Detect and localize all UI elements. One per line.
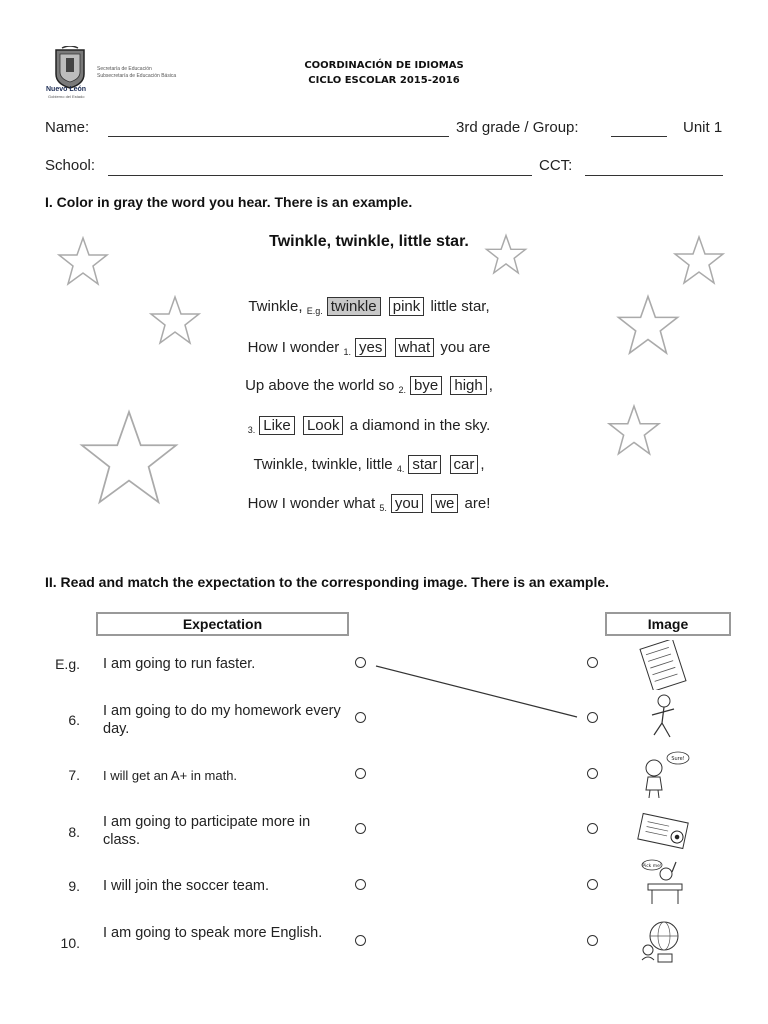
song-title: Twinkle, twinkle, little star. [269, 233, 469, 250]
left-match-circle[interactable] [355, 879, 366, 890]
row-number: 6. [68, 712, 80, 728]
word-option[interactable]: car [450, 455, 479, 474]
line-text-pre: How I wonder [247, 339, 344, 356]
line-text-post: are! [460, 495, 491, 512]
expectation-text: I am going to run faster. [103, 656, 256, 672]
row-number: 8. [68, 824, 80, 840]
row-number: 7. [68, 767, 80, 783]
right-match-circle[interactable] [587, 823, 598, 834]
cct-label: CCT: [539, 157, 573, 174]
line-text-post: , [480, 456, 485, 473]
item-number: 2. [398, 385, 407, 395]
section-2-title: II. Read and match the expectation to the corresponding image. There is an example. [45, 574, 610, 590]
right-match-circle[interactable] [587, 935, 598, 946]
expectation-text: I will get an A+ in math. [103, 768, 238, 783]
word-option[interactable]: pink [389, 297, 425, 316]
logo-text-line: Secretaría de Educación [97, 66, 152, 72]
school-label: School: [45, 157, 96, 174]
girl-speaking-icon [634, 750, 692, 800]
image-header: Image [605, 612, 731, 636]
unit-label: Unit 1 [683, 119, 723, 136]
item-number: 5. [379, 503, 387, 513]
running-child-icon [634, 693, 692, 743]
right-match-circle[interactable] [587, 768, 598, 779]
item-number: 3. [247, 425, 256, 435]
word-option[interactable]: star [408, 455, 441, 474]
item-number: 4. [396, 464, 405, 474]
right-match-circle[interactable] [587, 879, 598, 890]
logo-text-line: Subsecretaría de Educación Básica [97, 73, 177, 79]
left-match-circle[interactable] [355, 823, 366, 834]
row-number: 9. [68, 878, 80, 894]
word-option[interactable]: Look [303, 416, 344, 435]
line-text-pre: How I wonder what [247, 495, 380, 512]
section-1-title: I. Color in gray the word you hear. There is an example. [45, 194, 413, 210]
title-line-1: COORDINACIÓN DE IDIOMAS [304, 60, 464, 71]
word-option[interactable]: what [395, 338, 435, 357]
word-option-selected[interactable]: twinkle [327, 297, 381, 316]
speech-bubble-text: Pick me! [642, 864, 662, 869]
right-match-circle[interactable] [587, 657, 598, 668]
left-match-circle[interactable] [355, 768, 366, 779]
speech-bubble-text: Sure! [671, 756, 685, 762]
line-text-pre: Up above the world so [245, 377, 399, 394]
left-match-circle[interactable] [355, 657, 366, 668]
line-text-post: you are [436, 339, 491, 356]
left-match-circle[interactable] [355, 712, 366, 723]
expectation-text: I am going to participate more in class. [103, 814, 311, 848]
right-match-circle[interactable] [587, 712, 598, 723]
word-option[interactable]: high [450, 376, 486, 395]
line-text-pre: Twinkle, [248, 298, 307, 315]
item-number: E.g. [306, 306, 323, 316]
math-test-paper-icon [634, 640, 692, 690]
student-raising-hand-icon [634, 858, 692, 908]
expectation-text: I will join the soccer team. [103, 878, 270, 894]
line-text-pre: Twinkle, twinkle, little [253, 456, 397, 473]
line-text-post: a diamond in the sky. [345, 417, 491, 434]
soccer-sign-up-card-icon [634, 806, 692, 856]
row-number: E.g. [55, 656, 80, 672]
expectation-text: I am going to do my homework every day. [103, 703, 341, 737]
left-match-circle[interactable] [355, 935, 366, 946]
word-option[interactable]: you [391, 494, 423, 513]
line-text-post: little star, [426, 298, 490, 315]
word-option[interactable]: yes [355, 338, 386, 357]
line-text-post: , [488, 377, 493, 394]
item-number: 1. [343, 347, 351, 357]
word-option[interactable]: bye [410, 376, 442, 395]
title-line-2: CICLO ESCOLAR 2015-2016 [308, 75, 460, 86]
logo-tagline: Gobierno del Estado [48, 94, 85, 99]
word-option[interactable]: we [431, 494, 458, 513]
row-number: 10. [60, 935, 80, 951]
grade-group-label: 3rd grade / Group: [456, 119, 579, 136]
expectation-text: I am going to speak more English. [103, 925, 323, 941]
logo-name: Nuevo León [46, 86, 87, 93]
word-option[interactable]: Like [259, 416, 295, 435]
globe-english-icon [634, 916, 692, 966]
expectation-header: Expectation [96, 612, 349, 636]
name-label: Name: [45, 119, 90, 136]
